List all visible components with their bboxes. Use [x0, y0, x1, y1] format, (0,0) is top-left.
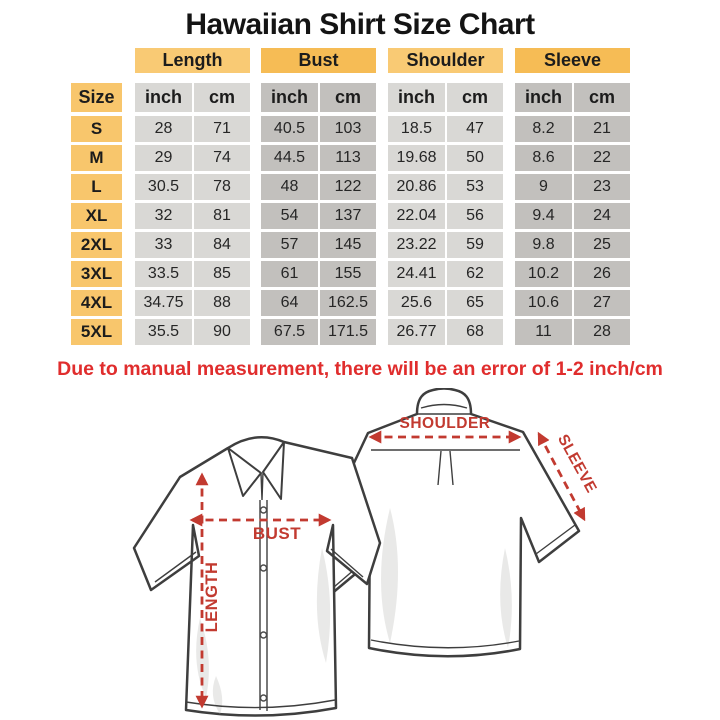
shirt-measurement-diagram — [0, 388, 720, 720]
value-cell: 85 — [194, 261, 250, 287]
unit-header-cm: cm — [447, 83, 503, 112]
value-cell: 44.5 — [261, 145, 318, 171]
table-row — [71, 174, 636, 200]
value-cell: 68 — [447, 319, 503, 345]
value-cell: 84 — [194, 232, 250, 258]
value-cell: 35.5 — [135, 319, 192, 345]
value-cell: 33.5 — [135, 261, 192, 287]
value-cell: 10.6 — [515, 290, 572, 316]
corner-spacer — [71, 48, 122, 74]
value-cell: 8.2 — [515, 116, 572, 142]
value-cell: 113 — [320, 145, 376, 171]
size-cell: 3XL — [71, 261, 122, 287]
value-cell: 40.5 — [261, 116, 318, 142]
table-row — [71, 116, 636, 142]
value-cell: 28 — [135, 116, 192, 142]
value-cell: 162.5 — [320, 290, 376, 316]
value-cell: 22 — [574, 145, 630, 171]
value-cell: 90 — [194, 319, 250, 345]
value-cell: 57 — [261, 232, 318, 258]
value-cell: 53 — [447, 174, 503, 200]
value-cell: 9.4 — [515, 203, 572, 229]
table-rows — [71, 116, 636, 345]
table-row — [71, 261, 636, 287]
value-cell: 103 — [320, 116, 376, 142]
value-cell: 155 — [320, 261, 376, 287]
value-cell: 18.5 — [388, 116, 445, 142]
value-cell: 88 — [194, 290, 250, 316]
size-cell: S — [71, 116, 122, 142]
value-cell: 11 — [515, 319, 572, 345]
value-cell: 137 — [320, 203, 376, 229]
measurement-note: Due to manual measurement, there will be an error of 1-2 inch/cm — [57, 358, 663, 380]
table-row — [71, 145, 636, 171]
bust-label: BUST — [252, 524, 302, 543]
unit-header-cm: cm — [320, 83, 376, 112]
unit-header-inch: inch — [388, 83, 445, 112]
unit-header-inch: inch — [135, 83, 192, 112]
length-label: LENGTH — [203, 561, 221, 633]
size-cell: 5XL — [71, 319, 122, 345]
value-cell: 62 — [447, 261, 503, 287]
value-cell: 26 — [574, 261, 630, 287]
unit-header-cm: cm — [574, 83, 630, 112]
value-cell: 32 — [135, 203, 192, 229]
value-cell: 26.77 — [388, 319, 445, 345]
value-cell: 25.6 — [388, 290, 445, 316]
unit-header-inch: inch — [261, 83, 318, 112]
value-cell: 24 — [574, 203, 630, 229]
value-cell: 56 — [447, 203, 503, 229]
value-cell: 48 — [261, 174, 318, 200]
group-header-shoulder: Shoulder — [388, 48, 503, 73]
group-header-length: Length — [135, 48, 250, 73]
value-cell: 30.5 — [135, 174, 192, 200]
value-cell: 59 — [447, 232, 503, 258]
value-cell: 28 — [574, 319, 630, 345]
size-cell: L — [71, 174, 122, 200]
group-header-sleeve: Sleeve — [515, 48, 630, 73]
value-cell: 122 — [320, 174, 376, 200]
group-header-bust: Bust — [261, 48, 376, 73]
value-cell: 22.04 — [388, 203, 445, 229]
value-cell: 19.68 — [388, 145, 445, 171]
value-cell: 71 — [194, 116, 250, 142]
value-cell: 33 — [135, 232, 192, 258]
sleeve-label: SLEEVE — [553, 431, 600, 497]
value-cell: 34.75 — [135, 290, 192, 316]
table-row — [71, 319, 636, 345]
value-cell: 47 — [447, 116, 503, 142]
value-cell: 10.2 — [515, 261, 572, 287]
unit-header-row — [71, 83, 636, 112]
value-cell: 24.41 — [388, 261, 445, 287]
value-cell: 78 — [194, 174, 250, 200]
value-cell: 23.22 — [388, 232, 445, 258]
value-cell: 145 — [320, 232, 376, 258]
unit-header-inch: inch — [515, 83, 572, 112]
value-cell: 81 — [194, 203, 250, 229]
size-cell: 2XL — [71, 232, 122, 258]
value-cell: 74 — [194, 145, 250, 171]
table-row — [71, 290, 636, 316]
value-cell: 61 — [261, 261, 318, 287]
size-column-header: Size — [71, 83, 122, 112]
value-cell: 50 — [447, 145, 503, 171]
value-cell: 29 — [135, 145, 192, 171]
value-cell: 21 — [574, 116, 630, 142]
value-cell: 54 — [261, 203, 318, 229]
size-cell: 4XL — [71, 290, 122, 316]
unit-header-cm: cm — [194, 83, 250, 112]
table-row — [71, 203, 636, 229]
value-cell: 20.86 — [388, 174, 445, 200]
page-title: Hawaiian Shirt Size Chart — [185, 8, 535, 41]
value-cell: 9.8 — [515, 232, 572, 258]
value-cell: 8.6 — [515, 145, 572, 171]
value-cell: 64 — [261, 290, 318, 316]
value-cell: 23 — [574, 174, 630, 200]
group-header-row — [71, 48, 636, 74]
value-cell: 171.5 — [320, 319, 376, 345]
value-cell: 65 — [447, 290, 503, 316]
shoulder-label: SHOULDER — [399, 415, 491, 432]
size-cell: M — [71, 145, 122, 171]
table-row — [71, 232, 636, 258]
size-chart-table — [71, 48, 636, 348]
value-cell: 9 — [515, 174, 572, 200]
value-cell: 25 — [574, 232, 630, 258]
size-cell: XL — [71, 203, 122, 229]
value-cell: 67.5 — [261, 319, 318, 345]
value-cell: 27 — [574, 290, 630, 316]
